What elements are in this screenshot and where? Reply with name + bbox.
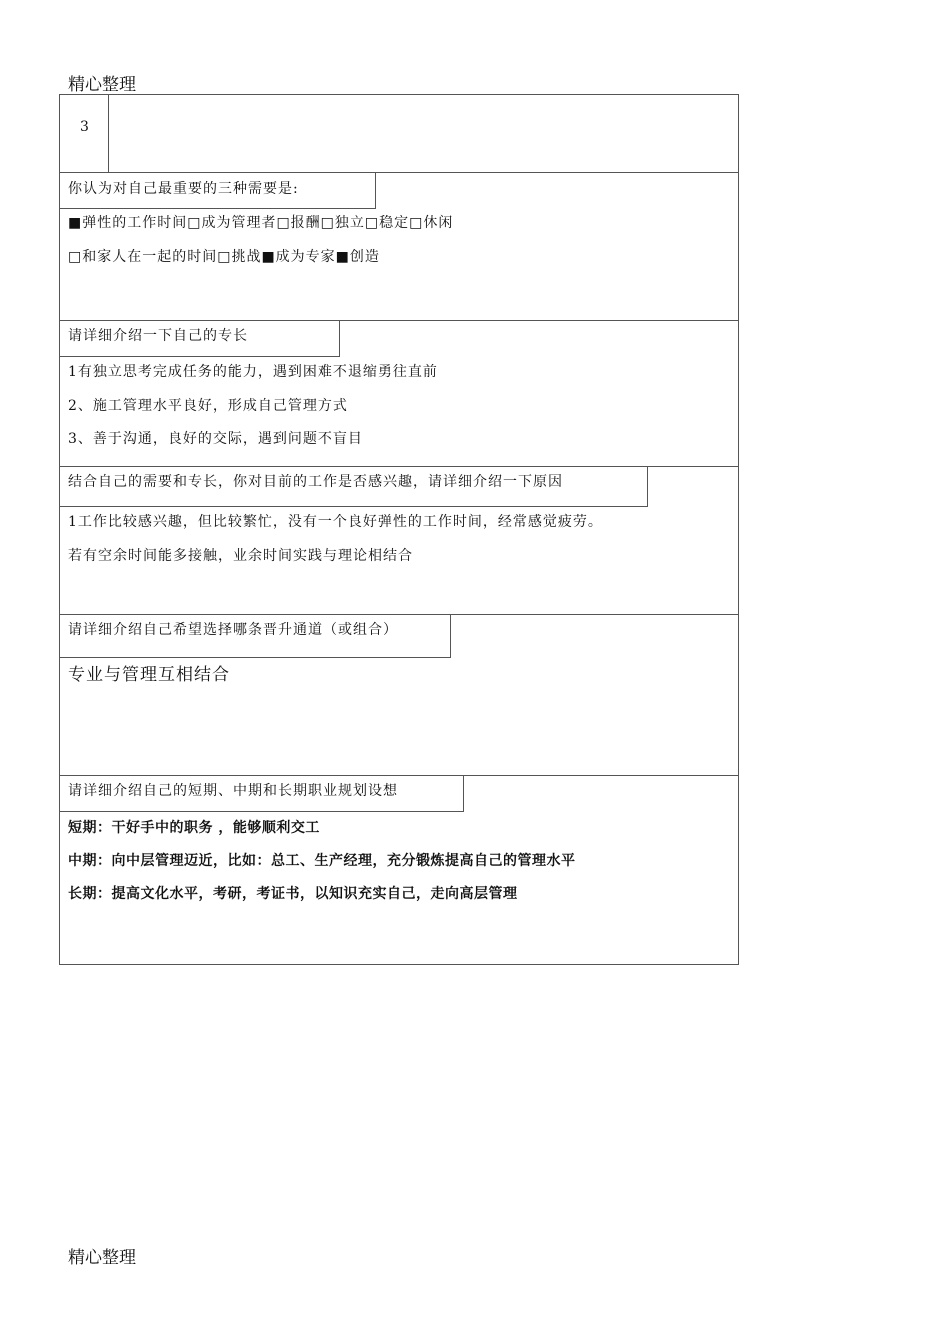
needs-prompt: 你认为对自己最重要的三种需要是:: [68, 181, 299, 197]
page-header: 精心整理: [68, 75, 136, 95]
column-divider: [108, 94, 109, 172]
interest-prompt: 结合自己的需要和专长，你对目前的工作是否感兴趣，请详细介绍一下原因: [68, 474, 563, 490]
path-answer: 专业与管理互相结合: [68, 665, 230, 685]
interest-answer-line-2: 若有空余时间能多接触，业余时间实践与理论相结合: [68, 548, 413, 564]
strength-item-2: 2、施工管理水平良好，形成自己管理方式: [68, 398, 348, 414]
needs-options-line-2: □和家人在一起的时间□挑战■成为专家■创造: [68, 249, 380, 265]
strength-item-1: 1有独立思考完成任务的能力，遇到困难不退缩勇往直前: [68, 364, 438, 380]
interest-answer-line-1: 1工作比较感兴趣，但比较繁忙，没有一个良好弹性的工作时间，经常感觉疲劳。: [68, 514, 603, 530]
row-number: 3: [80, 119, 90, 135]
plan-short-term: 短期：干好手中的职务 ，能够顺利交工: [68, 820, 320, 836]
path-prompt: 请详细介绍自己希望选择哪条晋升通道（或组合）: [68, 622, 398, 638]
page-footer: 精心整理: [68, 1248, 136, 1268]
plan-mid-term: 中期：向中层管理迈近，比如：总工、生产经理，充分锻炼提高自己的管理水平: [68, 853, 576, 869]
strength-item-3: 3、善于沟通，良好的交际，遇到问题不盲目: [68, 431, 363, 447]
plan-prompt: 请详细介绍自己的短期、中期和长期职业规划设想: [68, 783, 398, 799]
needs-options-line-1: ■弹性的工作时间□成为管理者□报酬□独立□稳定□休闲: [68, 215, 454, 231]
plan-long-term: 长期：提高文化水平，考研，考证书，以知识充实自己，走向高层管理: [68, 886, 518, 902]
strengths-prompt: 请详细介绍一下自己的专长: [68, 328, 248, 344]
